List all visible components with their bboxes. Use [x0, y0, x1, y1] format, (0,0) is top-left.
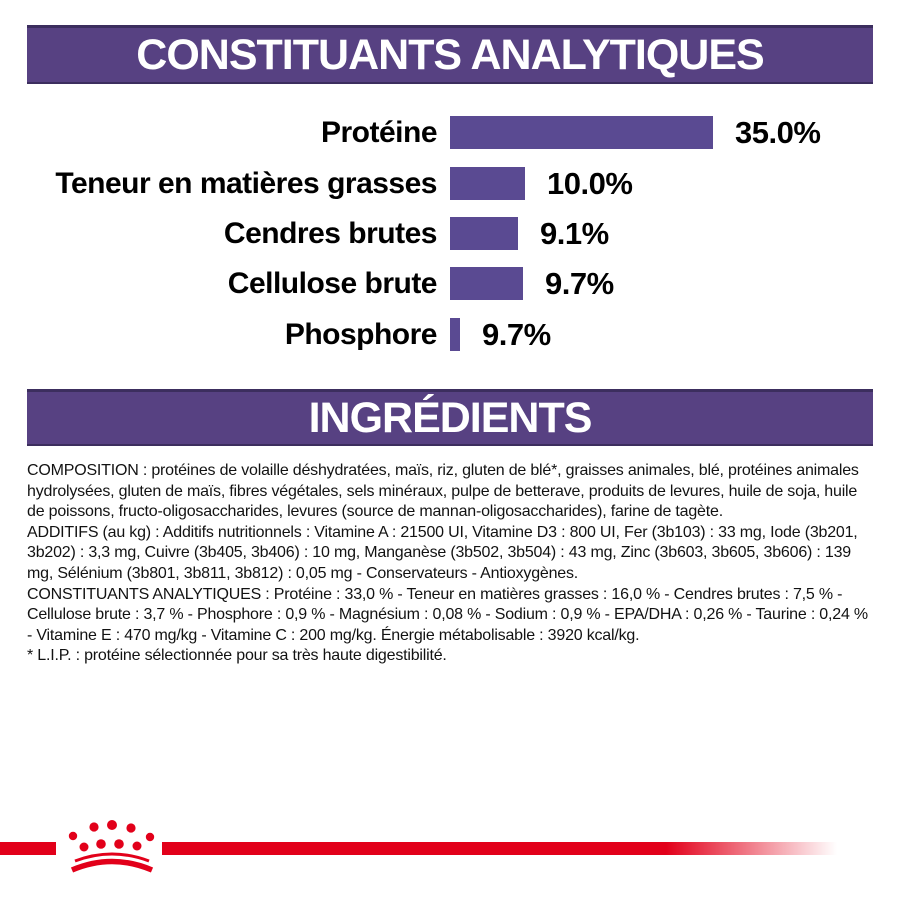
chart-row-proteine [0, 116, 900, 149]
royal-canin-crown-icon [56, 816, 162, 880]
bar-label: Cellulose brute [227, 267, 437, 300]
bar [450, 167, 525, 200]
chart-row-cendres-brutes [0, 217, 900, 250]
bar-value: 9.1% [540, 215, 609, 251]
chart-row-phosphore [0, 318, 900, 351]
bar-value: 9.7% [482, 316, 551, 352]
ingredients-text-block [27, 461, 875, 667]
lip-footnote: * L.I.P. : protéine sélectionnée pour sa très haute digestibilité. [27, 647, 447, 665]
bar-label: Protéine [320, 116, 437, 149]
bar [450, 318, 460, 351]
bar-value: 10.0% [547, 165, 633, 201]
additives-paragraph: ADDITIFS (au kg) : Additifs nutritionnels : Vitamine A : 21500 UI, Vitamine D3 : 800 UI, Fer (3b103) : 33 mg, Iode (3b201, 3b202) : 3,3 mg, Cuivre (3b405, 3b406) : 10 mg, Manganèse (3b502, 3b504) : 43 mg, Zinc (3b603, 3b605, 3b606) : 139 mg, Sélénium (3b801, 3b811, 3b812) : 0,05 mg - Conservateurs - Antioxygènes. [27, 523, 858, 582]
bar-label: Phosphore [284, 318, 437, 351]
ingredients-title: INGRÉDIENTS [308, 393, 592, 442]
chart-row-cellulose-brute [0, 267, 900, 300]
bar [450, 267, 523, 300]
bar-label: Teneur en matières grasses [55, 167, 437, 200]
bar [450, 217, 518, 250]
bar [450, 116, 713, 149]
bar-value: 9.7% [545, 265, 614, 301]
chart-row-matieres-grasses [0, 167, 900, 200]
composition-paragraph: COMPOSITION : protéines de volaille déshydratées, maïs, riz, gluten de blé*, graisses animales, blé, protéines animales hydrolysées, gluten de maïs, fibres végétales, sels minéraux, pulpe de betterave, produits de levures, huile de soja, huile de poissons, fructo-oligosaccharides, levures (source de mannan-oligosaccharides), farine de tagète. [27, 462, 859, 521]
analytical-constituents-paragraph: CONSTITUANTS ANALYTIQUES : Protéine : 33,0 % - Teneur en matières grasses : 16,0 % - Cendres brutes : 7,5 % - Cellulose brute : 3,7 % - Phosphore : 0,9 % - Magnésium : 0,08 % - Sodium : 0,9 % - EPA/DHA : 0,26 % - Taurine : 0,24 % - Vitamine E : 470 mg/kg - Vitamine C : 200 mg/kg. Énergie métabolisable : 3920 kcal/kg. [27, 585, 868, 644]
bar-value: 35.0% [735, 114, 821, 150]
ingredients-banner [27, 389, 873, 446]
analytical-constituents-title: CONSTITUANTS ANALYTIQUES [136, 30, 764, 79]
analytical-constituents-banner [27, 25, 873, 84]
bar-label: Cendres brutes [223, 217, 437, 250]
